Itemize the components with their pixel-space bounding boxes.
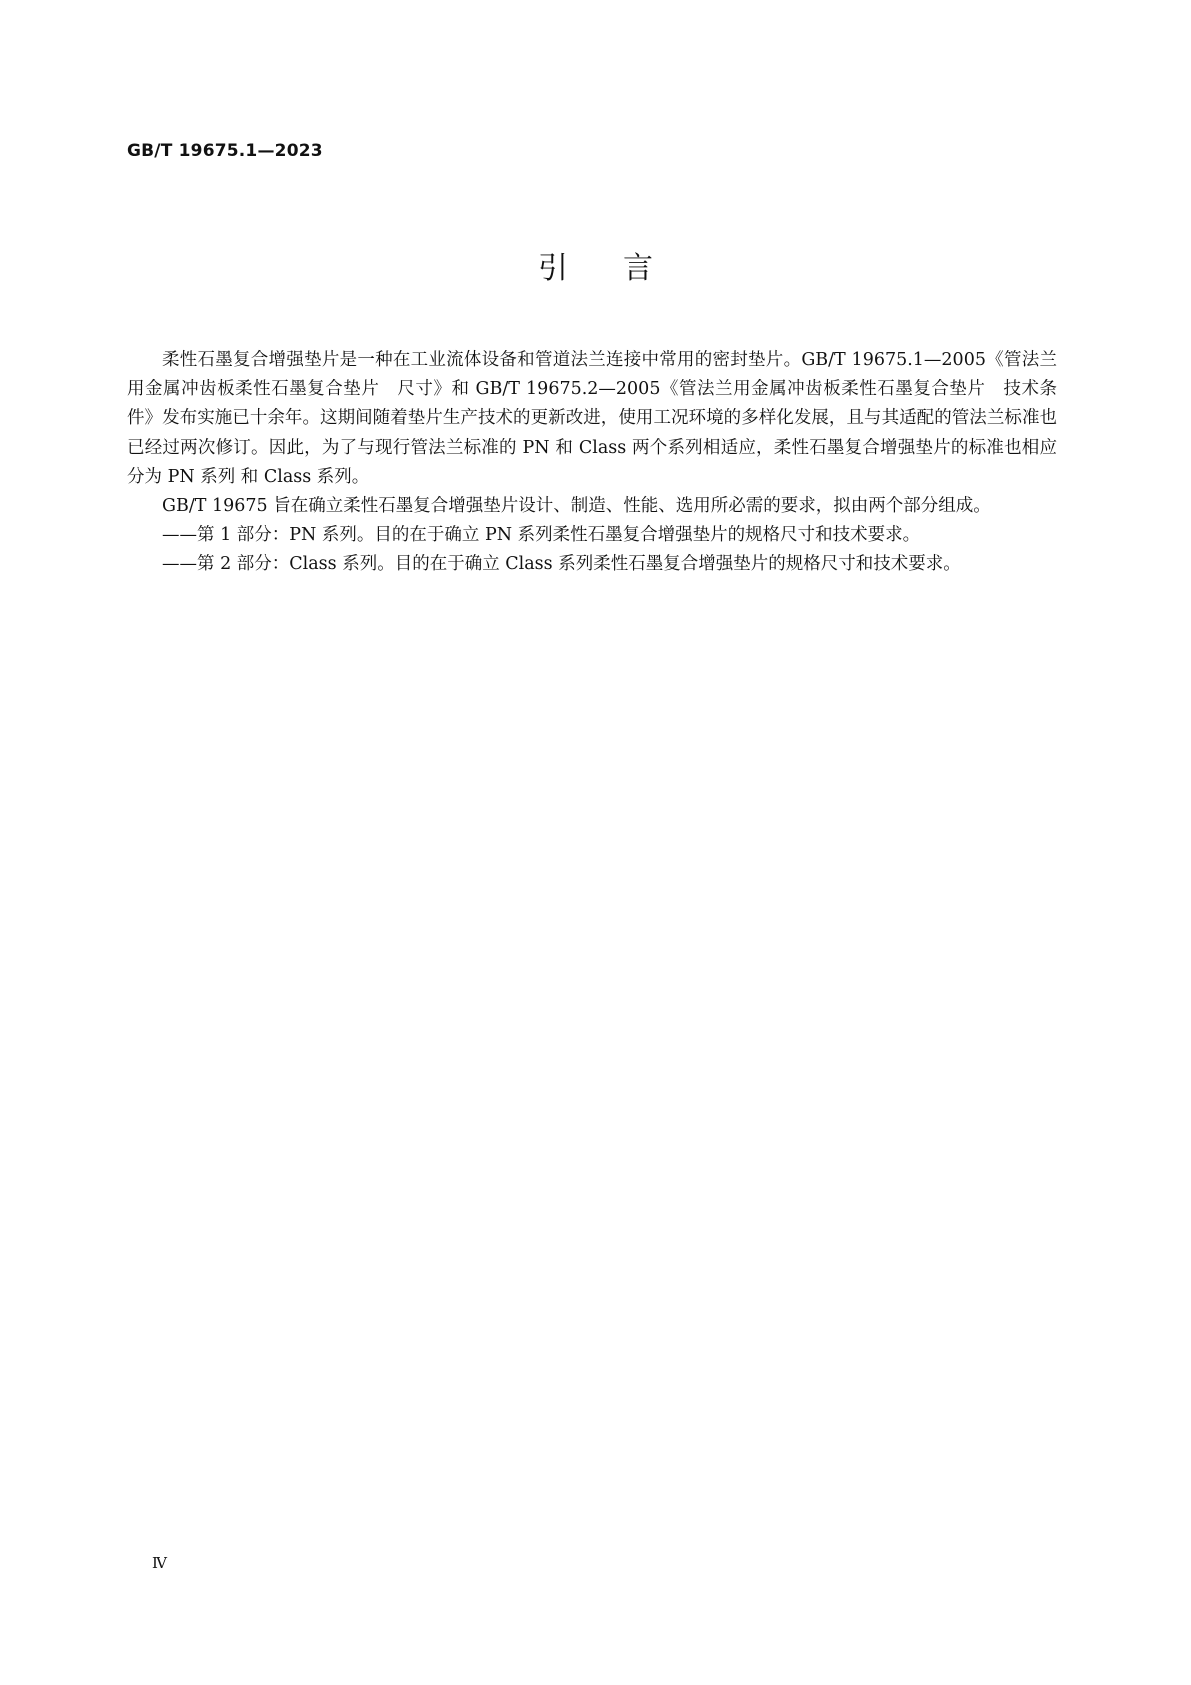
part-list-item-1: ——第 1 部分：PN 系列。目的在于确立 PN 系列柔性石墨复合增强垫片的规格尺寸和技术要求。 [162,525,921,546]
page-number: Ⅳ [152,1554,167,1572]
section-title: 引言 [538,251,708,286]
part-list-item-2: ——第 2 部分：Class 系列。目的在于确立 Class 系列柔性石墨复合增强垫片的规格尺寸和技术要求。 [162,554,961,575]
intro-paragraph-2: GB/T 19675 旨在确立柔性石墨复合增强垫片设计、制造、性能、选用所必需的要求，拟由两个部分组成。 [162,496,991,517]
introduction-body [127,346,1057,580]
standard-code: GB/T 19675.1—2023 [127,141,323,161]
intro-paragraph-1: 柔性石墨复合增强垫片是一种在工业流体设备和管道法兰连接中常用的密封垫片。GB/T 19675.1—2005《管法兰用金属冲齿板柔性石墨复合垫片 尺寸》和 GB/T 19675.2—2005《管法兰用金属冲齿板柔性石墨复合垫片 技术条件》发布实施已十余年。这期间随着垫片生产技术的更新改进，使用工况环境的多样化发展，且与其适配的管法兰标准也已经过两次修订。因此，为了与现行管法兰标准的 PN 和 Class 两个系列相适应，柔性石墨复合增强垫片的标准也相应分为 PN 系列 和 Class 系列。 [127,350,1057,487]
